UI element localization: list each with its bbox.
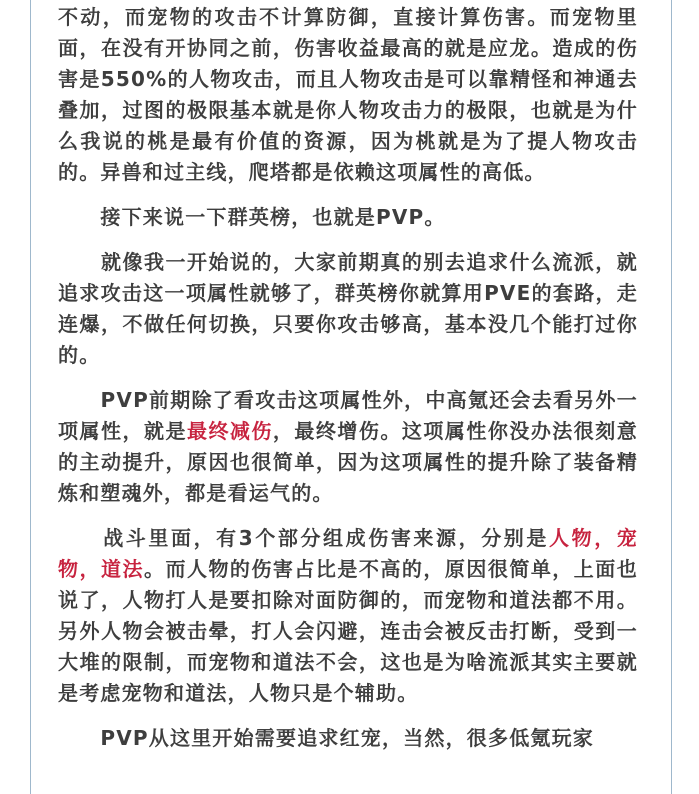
left-border-line [30, 0, 31, 794]
highlight-damage-sources: 人物，宠物，道法 [58, 526, 638, 581]
highlight-final-reduction: 最终减伤 [186, 419, 273, 443]
right-border-line [671, 0, 672, 794]
text-segment: ，最终增伤。这项属性你没办法很刻意的主动提升，原因也很简单，因为这项属性的提升除了装备精炼和塑魂外，都是看运气的。 [58, 419, 638, 505]
text-segment: PVP前期除了看攻击这项属性外，中高氪还会去看另外一项属性，就是 [58, 388, 638, 443]
paragraph-pet-damage: 不动，而宠物的攻击不计算防御，直接计算伤害。而宠物里面，在没有开协同之前，伤害收益最高的就是应龙。造成的伤害是550%的人物攻击，而且人物攻击是可以靠精怪和神通去叠加，过图的极限基本就是你人物攻击力的极限，也就是为什么我说的桃是最有价值的资源，因为桃就是为了提人物攻击的。异兽和过主线，爬塔都是依赖这项属性的高低。 [58, 5, 638, 184]
paragraph-red-pets: PVP从这里开始需要追求红宠，当然，很多低氪玩家 [58, 726, 594, 750]
article-body [58, 2, 638, 768]
paragraph-attack-focus: 就像我一开始说的，大家前期真的别去追求什么流派，就追求攻击这一项属性就够了，群英榜你就算用PVE的套路，走连爆，不做任何切换，只要你攻击够高，基本没几个能打过你的。 [58, 250, 638, 367]
paragraph-damage-sources [58, 523, 638, 709]
text-segment: 。而人物的伤害占比是不高的，原因很简单，上面也说了，人物打人是要扣除对面防御的，而宠物和道法都不用。另外人物会被击晕，打人会闪避，连击会被反击打断，受到一大堆的限制，而宠物和道法不会，这也是为啥流派其实主要就是考虑宠物和道法，人物只是个辅助。 [58, 557, 638, 705]
paragraph-final-reduction [58, 385, 638, 509]
text-segment: 战斗里面，有3个部分组成伤害来源，分别是 [58, 526, 549, 550]
paragraph-pvp-intro: 接下来说一下群英榜，也就是PVP。 [58, 205, 446, 229]
